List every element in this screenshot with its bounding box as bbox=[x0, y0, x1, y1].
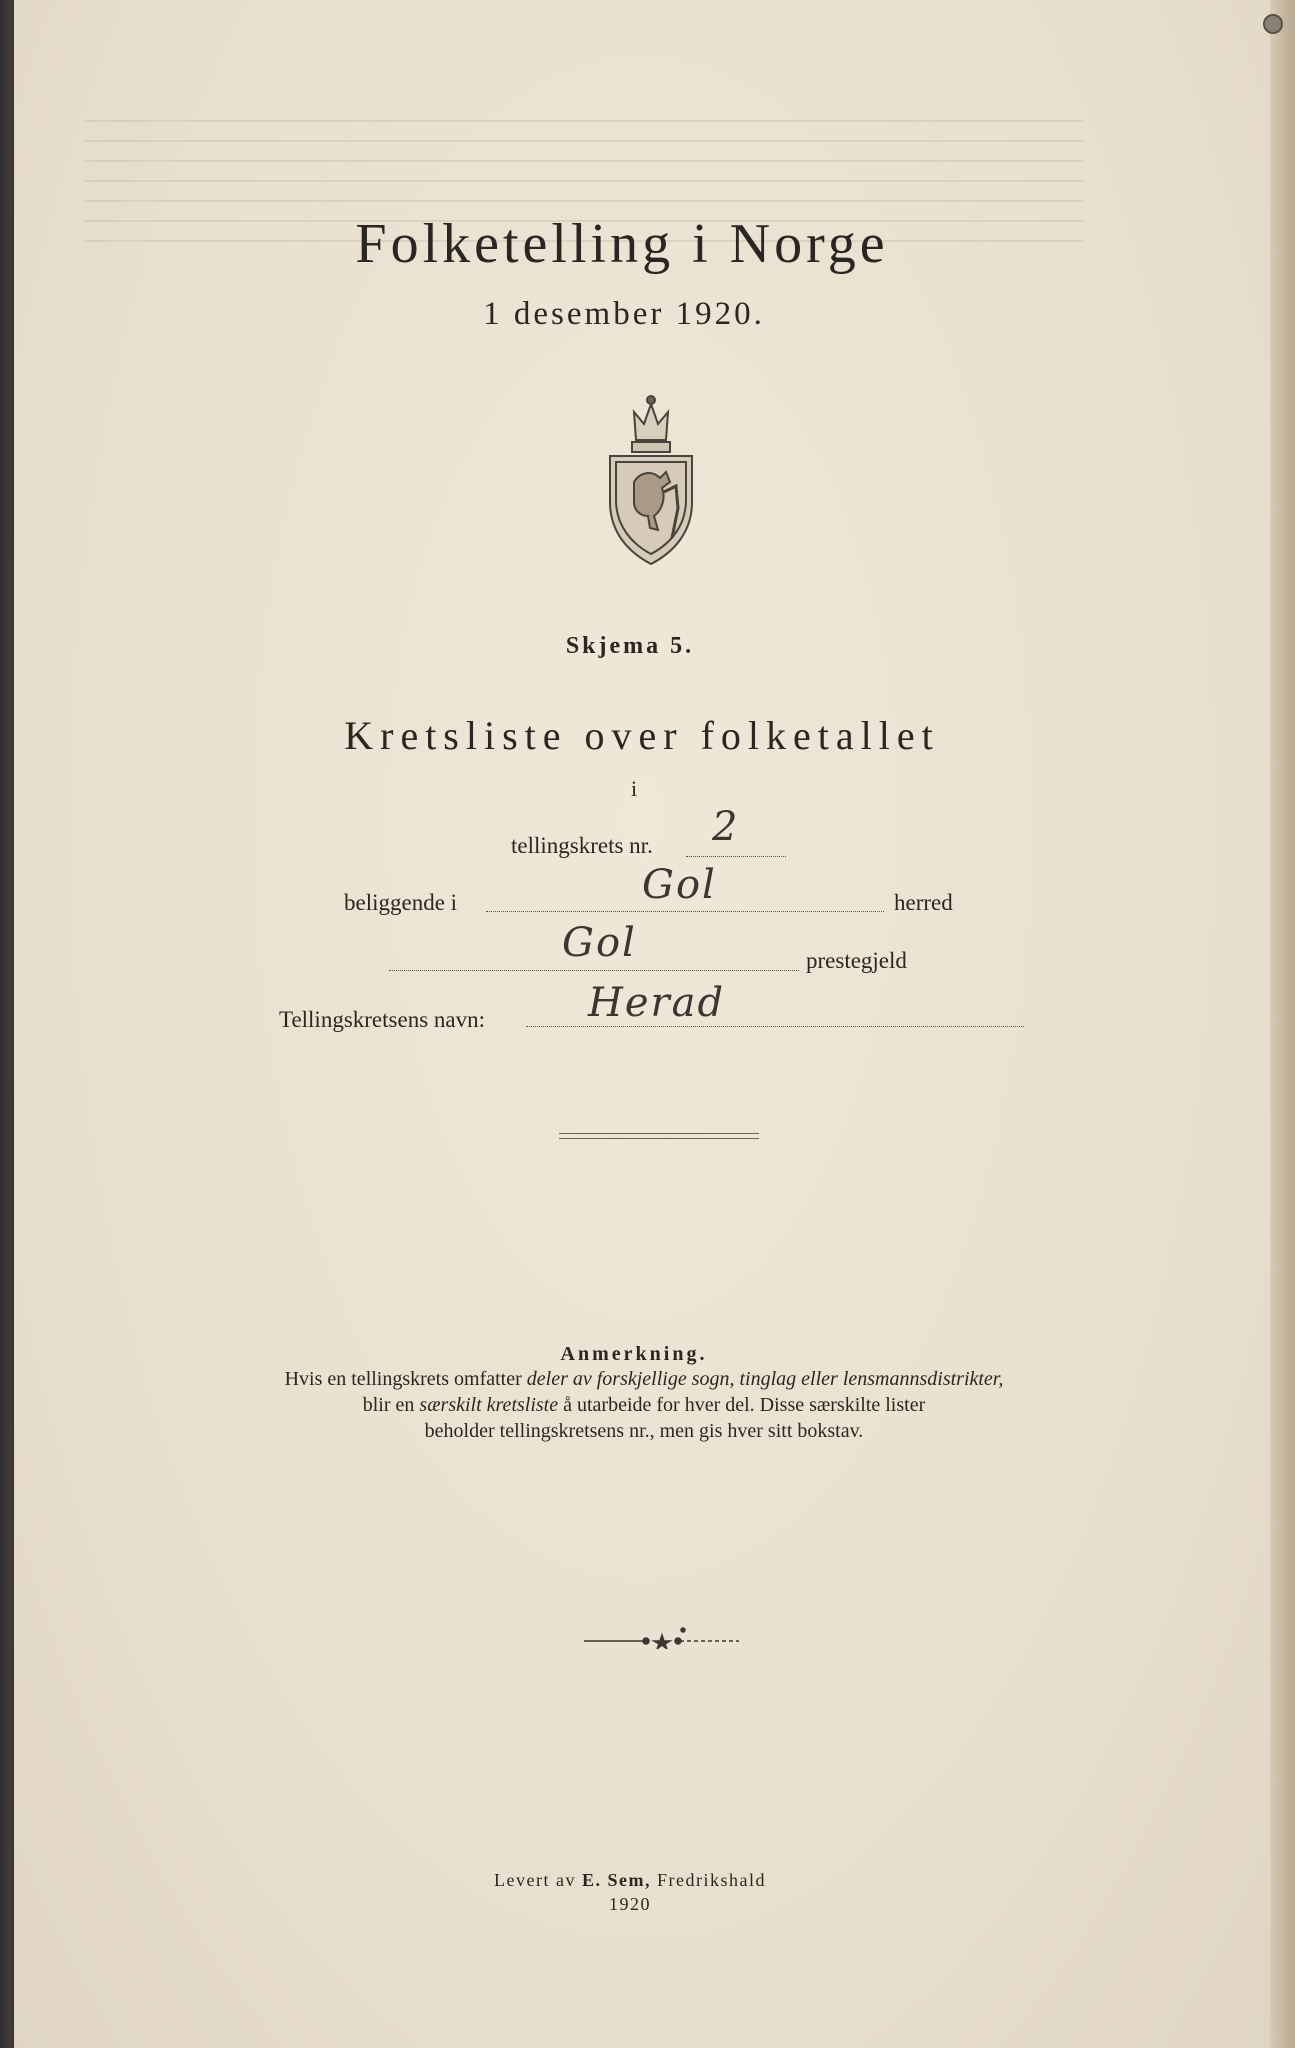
note-line-1-text: Hvis en tellingskrets omfatter bbox=[284, 1368, 527, 1390]
herred-prefix: beliggende i bbox=[344, 890, 458, 915]
section-divider bbox=[559, 1133, 759, 1139]
document-title: Folketelling i Norge bbox=[355, 213, 889, 275]
paper-sheet bbox=[14, 0, 1270, 2048]
herred-dotline bbox=[486, 911, 884, 912]
note-line-3: beholder tellingskretsens nr., men gis hver sitt bokstav. bbox=[424, 1420, 864, 1442]
navn-dotline bbox=[526, 1026, 1024, 1027]
printer-year: 1920 bbox=[609, 1894, 651, 1914]
note-line-1 bbox=[174, 1366, 1114, 1392]
herred-suffix: herred bbox=[894, 890, 953, 915]
krets-dotline bbox=[686, 856, 786, 857]
note-line-2-text-b: å utarbeide for hver del. Disse særskilte lister bbox=[558, 1394, 926, 1416]
note-line-1-emphasis: deler av forskjellige sogn, tinglag eller lensmannsdistrikter, bbox=[526, 1368, 1004, 1390]
note-line-2 bbox=[174, 1392, 1114, 1418]
document-date: 1 desember 1920. bbox=[483, 296, 765, 332]
printer-name: E. Sem, bbox=[581, 1870, 651, 1890]
printer-prefix: Levert av bbox=[494, 1870, 582, 1890]
note-line-2-emphasis: særskilt kretsliste bbox=[419, 1394, 559, 1416]
navn-value: Herad bbox=[588, 980, 726, 1026]
krets-label: tellingskrets nr. bbox=[511, 833, 653, 858]
navn-label: Tellingskretsens navn: bbox=[279, 1007, 485, 1032]
krets-value: 2 bbox=[712, 804, 740, 850]
printer-place: Fredrikshald bbox=[650, 1870, 766, 1890]
prestegjeld-suffix: prestegjeld bbox=[806, 948, 907, 973]
note-title: Anmerkning. bbox=[560, 1343, 708, 1365]
norwegian-coat-of-arms-icon bbox=[604, 392, 699, 567]
heading-preposition: i bbox=[630, 776, 638, 801]
scan-edge bbox=[1270, 0, 1295, 2048]
document-heading: Kretsliste over folketallet bbox=[344, 713, 940, 758]
prestegjeld-value: Gol bbox=[562, 920, 637, 966]
herred-value: Gol bbox=[642, 862, 717, 908]
corner-mark bbox=[1263, 14, 1283, 34]
printer-credit bbox=[2, 1870, 1258, 1891]
schema-label: Skjema 5. bbox=[565, 633, 695, 659]
prestegjeld-dotline bbox=[389, 970, 799, 971]
decorative-ornament-icon bbox=[584, 1625, 739, 1649]
note-line-2-text-a: blir en bbox=[362, 1394, 420, 1416]
